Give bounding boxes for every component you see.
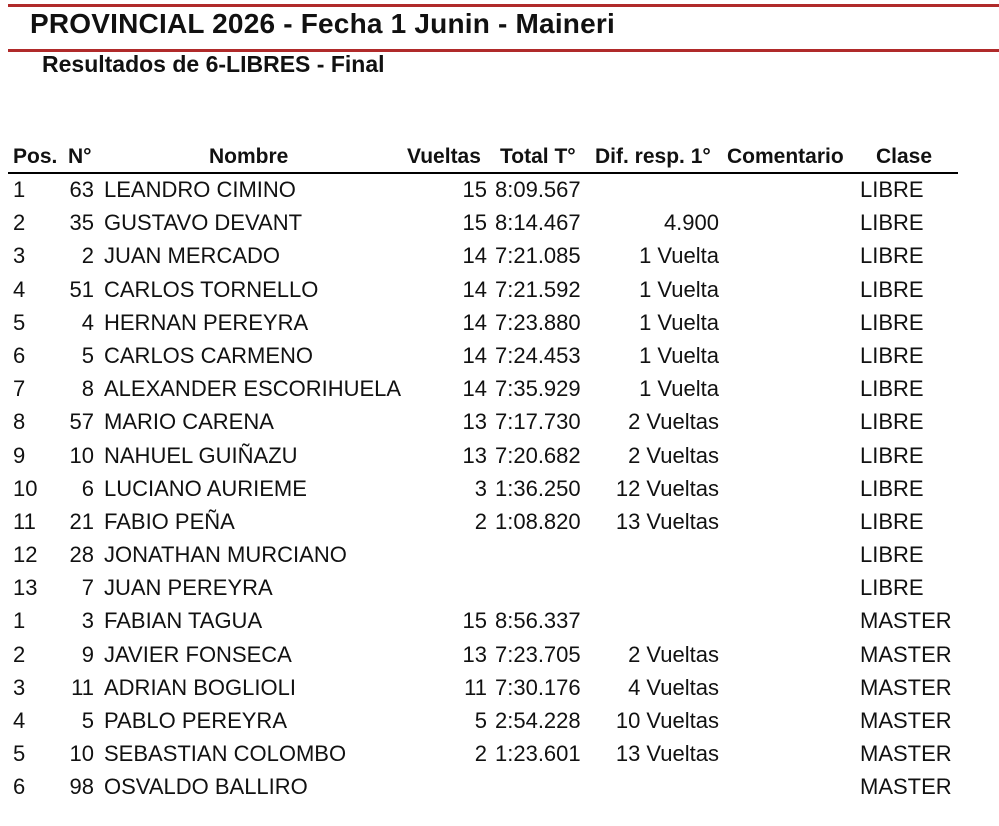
position-cell: 1: [13, 608, 26, 634]
difference-cell: 13 Vueltas: [615, 508, 719, 534]
position-cell: 4: [13, 276, 26, 302]
table-row: [0, 738, 999, 771]
class-cell: LIBRE: [860, 475, 924, 501]
car-number-cell: 4: [81, 309, 94, 335]
column-header-name: Nombre: [209, 145, 289, 168]
total-time-cell: 7:35.929: [495, 376, 581, 402]
position-cell: 6: [13, 774, 26, 800]
difference-cell: 1 Vuelta: [639, 376, 719, 402]
car-number-cell: 63: [69, 177, 94, 202]
column-header-total-time: Total T°: [500, 145, 576, 168]
difference-cell: 2 Vueltas: [628, 409, 719, 435]
difference-cell: 13 Vueltas: [615, 741, 719, 767]
class-cell: MASTER: [860, 708, 952, 733]
laps-cell: 14: [462, 376, 487, 402]
car-number-cell: 98: [69, 774, 94, 800]
driver-name-cell: ADRIAN BOGLIOLI: [104, 674, 296, 700]
position-cell: 8: [13, 409, 26, 435]
laps-cell: 15: [462, 177, 487, 202]
position-cell: 1: [13, 177, 26, 202]
position-cell: 12: [13, 542, 38, 568]
position-cell: 7: [13, 376, 26, 402]
driver-name-cell: MARIO CARENA: [104, 409, 274, 435]
position-cell: 11: [13, 508, 36, 534]
driver-name-cell: LEANDRO CIMINO: [104, 177, 296, 202]
car-number-cell: 9: [81, 641, 94, 667]
car-number-cell: 3: [81, 608, 94, 634]
driver-name-cell: CARLOS CARMENO: [104, 342, 314, 368]
table-row: [0, 672, 999, 705]
column-header-laps: Vueltas: [407, 145, 481, 168]
driver-name-cell: OSVALDO BALLIRO: [104, 774, 308, 800]
column-header-num: N°: [68, 145, 92, 168]
laps-cell: 2: [474, 508, 487, 534]
table-row: [0, 605, 999, 638]
total-time-cell: 7:23.880: [495, 309, 581, 335]
position-cell: 5: [13, 309, 26, 335]
total-time-cell: 7:21.085: [495, 243, 581, 269]
total-time-cell: 7:23.705: [495, 641, 581, 667]
position-cell: 6: [13, 342, 26, 368]
table-row: [0, 174, 999, 207]
difference-cell: 4.900: [663, 210, 719, 236]
position-cell: 13: [13, 575, 38, 601]
difference-cell: 1 Vuelta: [639, 342, 719, 368]
table-row: [0, 373, 999, 406]
laps-cell: 13: [462, 409, 487, 435]
total-time-cell: 7:20.682: [495, 442, 581, 468]
laps-cell: 3: [474, 475, 487, 501]
table-row: [0, 240, 999, 273]
class-cell: LIBRE: [860, 309, 924, 335]
table-row: [0, 639, 999, 672]
laps-cell: 14: [462, 276, 487, 302]
driver-name-cell: HERNAN PEREYRA: [104, 309, 309, 335]
column-header-comment: Comentario: [727, 145, 844, 168]
total-time-cell: 1:36.250: [495, 475, 581, 501]
driver-name-cell: LUCIANO AURIEME: [104, 475, 307, 501]
laps-cell: 13: [462, 442, 487, 468]
class-cell: LIBRE: [860, 542, 924, 568]
car-number-cell: 5: [81, 342, 94, 368]
position-cell: 3: [13, 243, 26, 269]
driver-name-cell: FABIAN TAGUA: [104, 608, 263, 634]
table-row: [0, 307, 999, 340]
total-time-cell: 7:30.176: [495, 674, 581, 700]
difference-cell: 1 Vuelta: [639, 243, 719, 269]
total-time-cell: 2:54.228: [495, 708, 581, 733]
table-row: [0, 539, 999, 572]
table-row: [0, 207, 999, 240]
car-number-cell: 35: [69, 210, 94, 236]
class-cell: LIBRE: [860, 575, 924, 601]
laps-cell: 15: [462, 608, 487, 634]
laps-cell: 2: [474, 741, 487, 767]
car-number-cell: 21: [69, 508, 94, 534]
class-cell: MASTER: [860, 774, 952, 800]
driver-name-cell: ALEXANDER ESCORIHUELA: [104, 376, 402, 402]
total-time-cell: 8:56.337: [495, 608, 581, 634]
position-cell: 9: [13, 442, 26, 468]
position-cell: 4: [13, 708, 26, 733]
total-time-cell: 8:09.567: [495, 177, 581, 202]
difference-cell: 4 Vueltas: [628, 674, 719, 700]
column-header-diff: Dif. resp. 1°: [595, 145, 711, 168]
laps-cell: 15: [462, 210, 487, 236]
driver-name-cell: PABLO PEREYRA: [104, 708, 287, 733]
class-cell: MASTER: [860, 674, 952, 700]
table-row: [0, 406, 999, 439]
car-number-cell: 28: [69, 542, 94, 568]
table-row: [0, 705, 999, 738]
laps-cell: 13: [462, 641, 487, 667]
driver-name-cell: JUAN MERCADO: [104, 243, 281, 269]
position-cell: 2: [13, 641, 26, 667]
class-cell: LIBRE: [860, 210, 924, 236]
class-cell: LIBRE: [860, 508, 924, 534]
driver-name-cell: NAHUEL GUIÑAZU: [104, 442, 298, 468]
difference-cell: 2 Vueltas: [628, 442, 719, 468]
total-time-cell: 1:08.820: [495, 508, 581, 534]
table-row: [0, 771, 999, 804]
results-table-header: [8, 141, 958, 174]
page-subtitle: Resultados de 6-LIBRES - Final: [42, 51, 385, 77]
car-number-cell: 8: [81, 376, 94, 402]
difference-cell: 2 Vueltas: [628, 641, 719, 667]
class-cell: LIBRE: [860, 342, 924, 368]
laps-cell: 5: [474, 708, 487, 733]
car-number-cell: 6: [81, 475, 94, 501]
car-number-cell: 57: [69, 409, 94, 435]
table-row: [0, 506, 999, 539]
driver-name-cell: FABIO PEÑA: [104, 508, 235, 534]
difference-cell: 12 Vueltas: [615, 475, 719, 501]
class-cell: LIBRE: [860, 243, 924, 269]
total-time-cell: 7:17.730: [495, 409, 581, 435]
driver-name-cell: SEBASTIAN COLOMBO: [104, 741, 347, 767]
class-cell: MASTER: [860, 741, 952, 767]
table-row: [0, 274, 999, 307]
page-title: PROVINCIAL 2026 - Fecha 1 Junin - Maineri: [30, 8, 615, 39]
laps-cell: 14: [462, 243, 487, 269]
car-number-cell: 10: [69, 442, 94, 468]
total-time-cell: 8:14.467: [495, 210, 581, 236]
position-cell: 2: [13, 210, 26, 236]
position-cell: 10: [13, 475, 38, 501]
class-cell: LIBRE: [860, 442, 924, 468]
driver-name-cell: JUAN PEREYRA: [104, 575, 273, 601]
difference-cell: 1 Vuelta: [639, 276, 719, 302]
column-header-class: Clase: [876, 145, 933, 168]
table-row: [0, 572, 999, 605]
car-number-cell: 51: [69, 276, 94, 302]
class-cell: LIBRE: [860, 276, 924, 302]
total-time-cell: 7:24.453: [495, 342, 581, 368]
car-number-cell: 10: [69, 741, 94, 767]
total-time-cell: 1:23.601: [495, 741, 581, 767]
car-number-cell: 5: [81, 708, 94, 733]
table-row: [0, 473, 999, 506]
table-row: [0, 340, 999, 373]
driver-name-cell: JONATHAN MURCIANO: [104, 542, 347, 568]
class-cell: LIBRE: [860, 177, 924, 202]
class-cell: MASTER: [860, 608, 952, 634]
car-number-cell: 2: [81, 243, 94, 269]
position-cell: 3: [13, 674, 26, 700]
driver-name-cell: JAVIER FONSECA: [104, 641, 292, 667]
table-row: [0, 440, 999, 473]
total-time-cell: 7:21.592: [495, 276, 581, 302]
driver-name-cell: CARLOS TORNELLO: [104, 276, 319, 302]
class-cell: LIBRE: [860, 409, 924, 435]
driver-name-cell: GUSTAVO DEVANT: [104, 210, 303, 236]
laps-cell: 11: [464, 674, 487, 700]
car-number-cell: 7: [81, 575, 94, 601]
class-cell: LIBRE: [860, 376, 924, 402]
column-header-pos: Pos.: [13, 145, 58, 168]
laps-cell: 14: [462, 309, 487, 335]
difference-cell: 1 Vuelta: [639, 309, 719, 335]
laps-cell: 14: [462, 342, 487, 368]
difference-cell: 10 Vueltas: [615, 708, 719, 733]
class-cell: MASTER: [860, 641, 952, 667]
position-cell: 5: [13, 741, 26, 767]
car-number-cell: 11: [71, 674, 94, 700]
results-table-body: [0, 174, 999, 805]
